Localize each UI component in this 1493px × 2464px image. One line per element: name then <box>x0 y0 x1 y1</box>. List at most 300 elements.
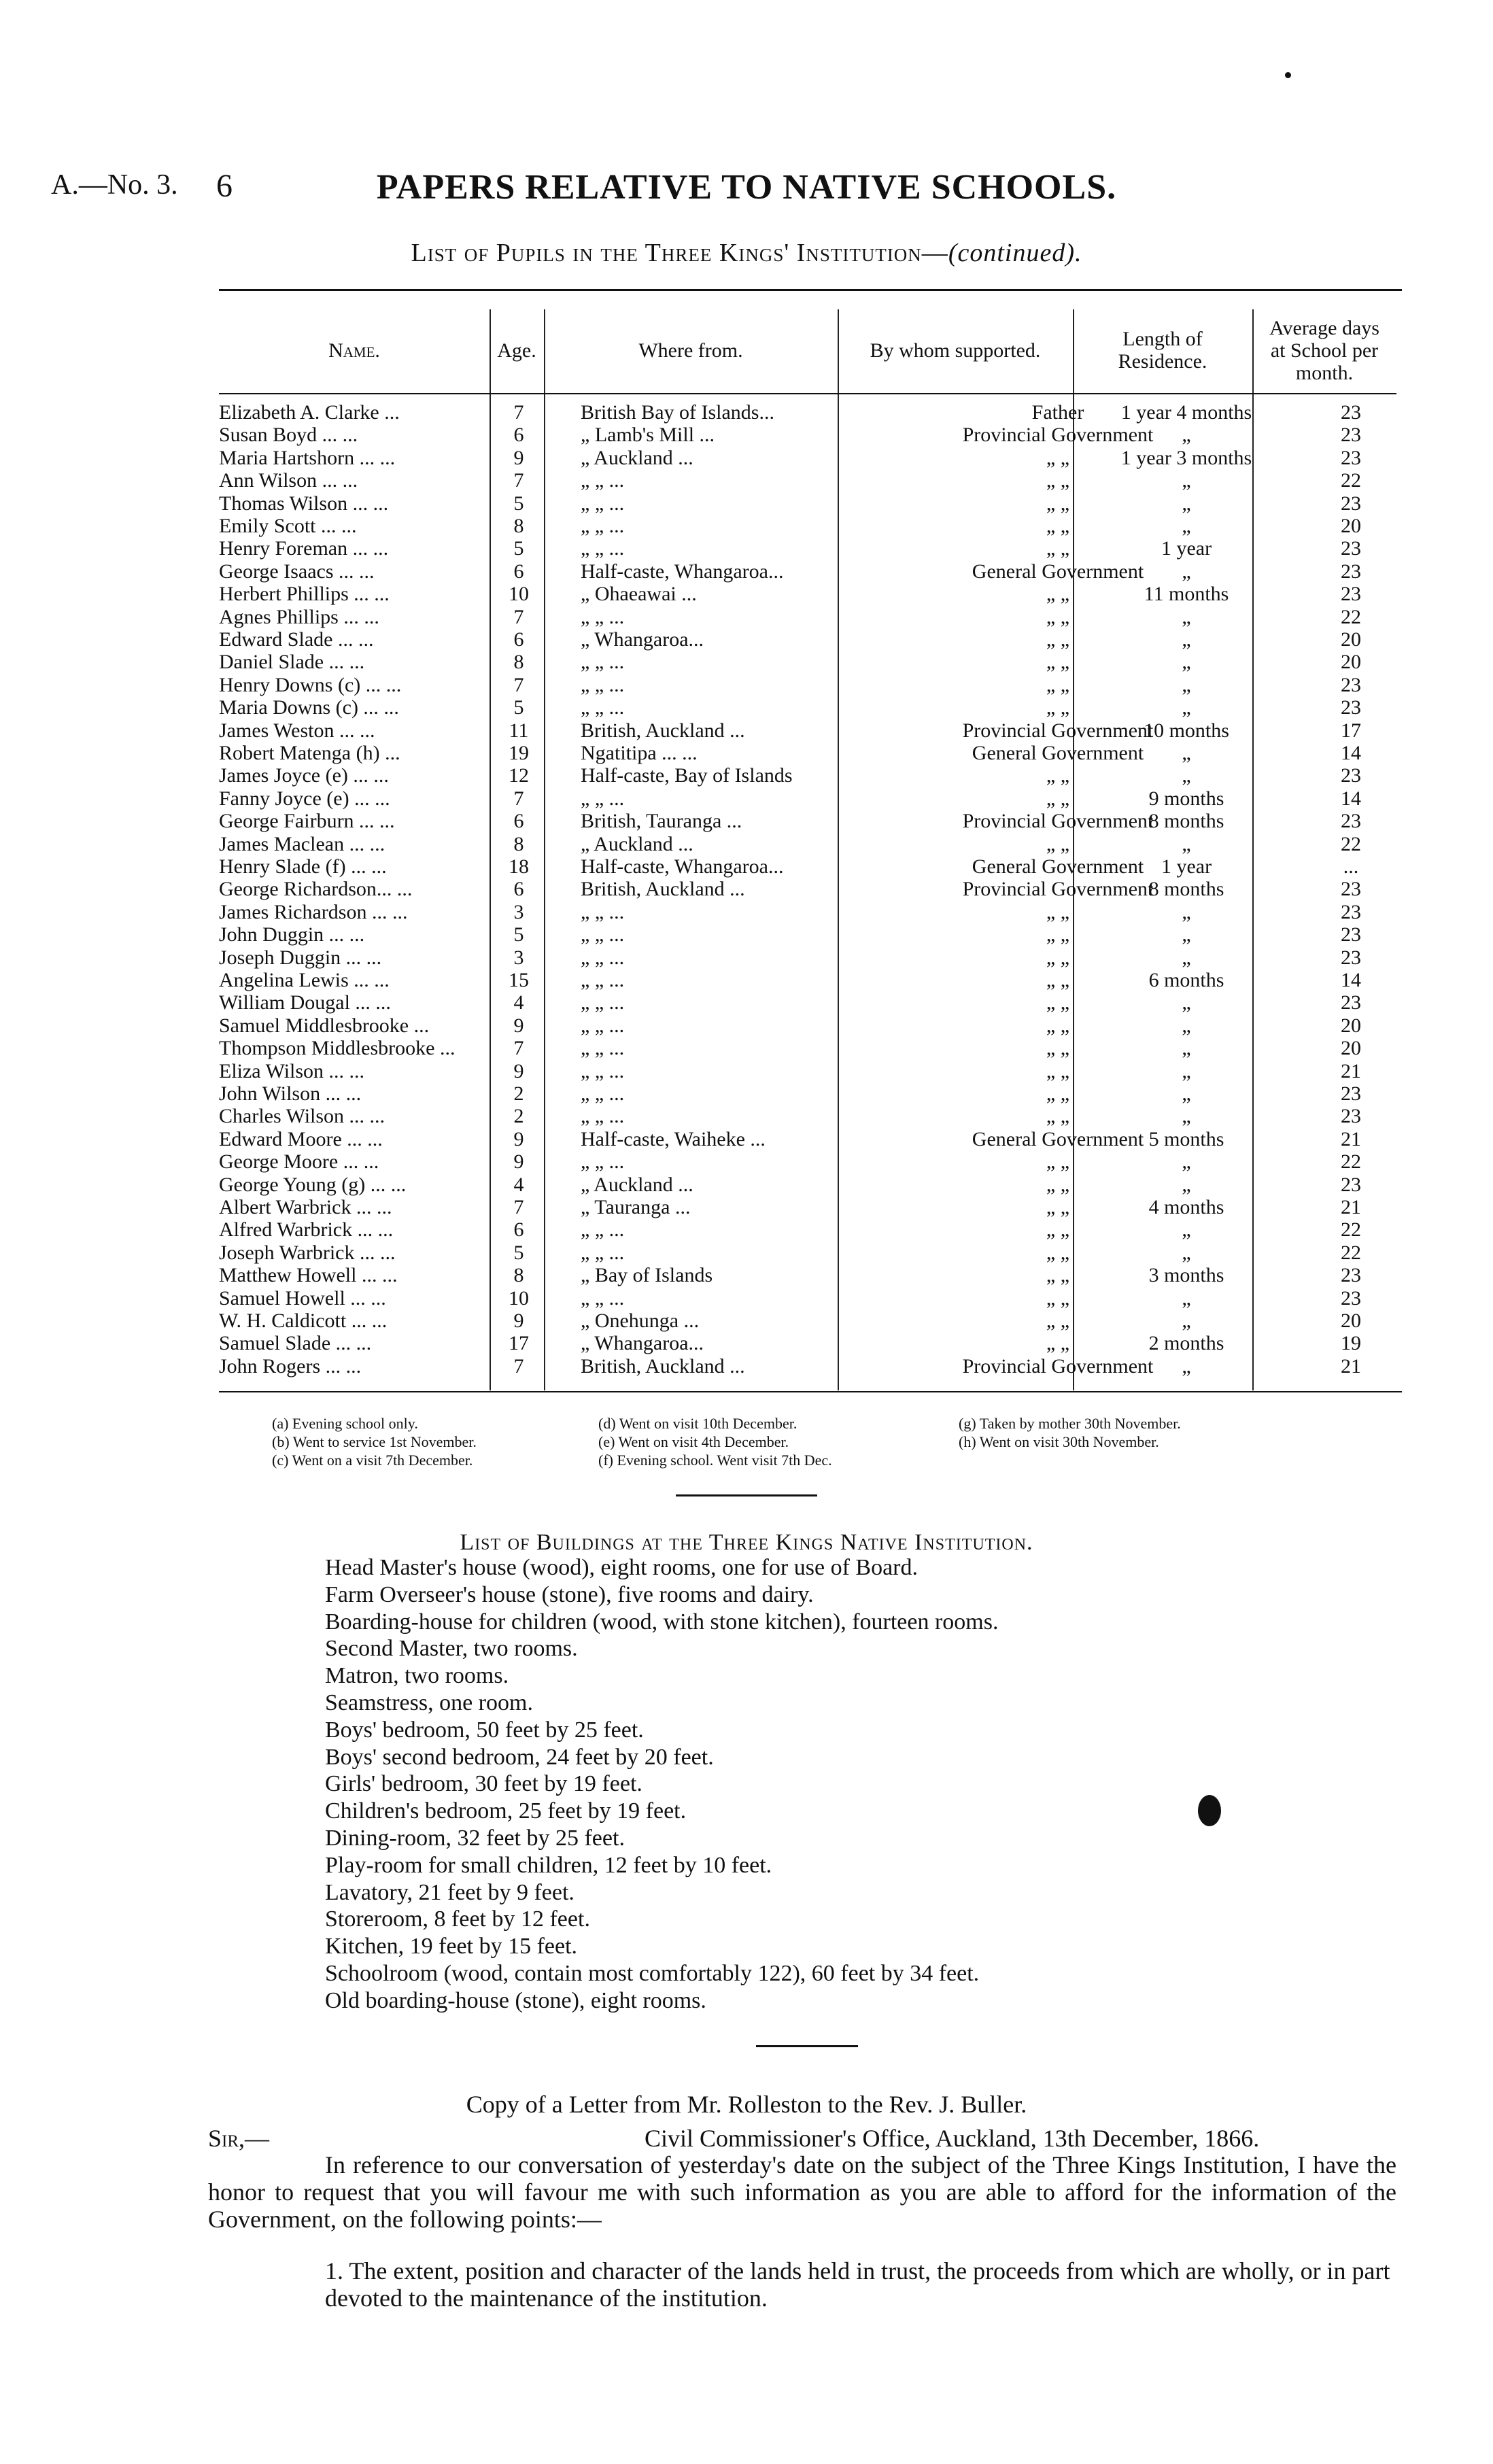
pupil-age: 6 <box>513 1218 524 1242</box>
table-row <box>219 787 1396 810</box>
table-row <box>219 969 1396 991</box>
building-item: Old boarding-house (stone), eight rooms. <box>325 1987 706 2013</box>
header-name: Name. <box>328 339 380 362</box>
pupil-supported-by: General Government <box>972 855 1144 878</box>
footnote: (h) Went on visit 30th November. <box>959 1433 1159 1450</box>
table-row <box>219 901 1396 923</box>
pupil-length-of-residence: „ <box>1182 991 1191 1014</box>
pupil-name: Albert Warbrick ... ... <box>219 1196 392 1218</box>
pupil-supported-by: „ „ <box>1046 605 1070 628</box>
pupil-average-days: 22 <box>1341 1218 1361 1242</box>
letter-point-1: 1. The extent, position and character of the lands held in trust, the proceeds from which are wholly, or in part devoted to the maintenance of the institution. <box>325 2257 1390 2312</box>
pupil-supported-by: „ „ <box>1046 969 1070 991</box>
table-row <box>219 855 1396 878</box>
pupil-name: Samuel Middlesbrooke ... <box>219 1014 430 1037</box>
pupil-age: 7 <box>513 469 524 492</box>
pupil-where-from: „ „ ... <box>581 900 625 923</box>
building-item: Lavatory, 21 feet by 9 feet. <box>325 1879 574 1905</box>
table-row <box>219 537 1396 560</box>
pupil-average-days: 23 <box>1341 583 1361 606</box>
pupil-average-days: 20 <box>1341 651 1361 674</box>
pupil-length-of-residence: 4 months <box>1148 1196 1224 1218</box>
pupil-average-days: 20 <box>1341 1310 1361 1332</box>
pupil-length-of-residence: „ <box>1182 560 1191 583</box>
header-average-days: Average days at School per month. <box>1269 316 1379 384</box>
footnote: (d) Went on visit 10th December. <box>598 1415 797 1432</box>
pupil-age: 6 <box>513 810 524 833</box>
pupil-average-days: 19 <box>1341 1332 1361 1355</box>
pupil-length-of-residence: „ <box>1182 832 1191 855</box>
pupil-length-of-residence: „ <box>1182 1286 1191 1310</box>
table-row <box>219 1150 1396 1173</box>
pupil-age: 3 <box>513 900 524 923</box>
pupil-length-of-residence: „ <box>1182 1354 1191 1378</box>
pupil-name: George Fairburn ... ... <box>219 810 395 833</box>
pupil-where-from: British, Auckland ... <box>581 1354 745 1378</box>
pupil-age: 5 <box>513 492 524 515</box>
pupil-age: 6 <box>513 424 524 447</box>
pupil-name: Alfred Warbrick ... ... <box>219 1218 394 1242</box>
pupil-length-of-residence: 2 months <box>1148 1332 1224 1355</box>
pupil-name: George Isaacs ... ... <box>219 560 375 583</box>
pupil-supported-by: „ „ <box>1046 1196 1070 1218</box>
pupil-age: 9 <box>513 1310 524 1332</box>
pupil-age: 19 <box>509 742 529 764</box>
pupil-length-of-residence: „ <box>1182 469 1191 492</box>
ink-blot <box>1198 1795 1221 1826</box>
pupil-where-from: „ „ ... <box>581 515 625 537</box>
pupil-name: Joseph Warbrick ... ... <box>219 1241 396 1264</box>
pupil-average-days: 17 <box>1341 719 1361 742</box>
pupil-name: James Richardson ... ... <box>219 900 408 923</box>
table-row <box>219 606 1396 628</box>
pupil-length-of-residence: 8 months <box>1148 810 1224 833</box>
letter-salutation <box>208 2124 269 2153</box>
pupil-name: John Rogers ... ... <box>219 1354 362 1378</box>
pupil-where-from: „ Onehunga ... <box>581 1310 700 1332</box>
pupil-where-from: „ „ ... <box>581 1241 625 1264</box>
pupil-average-days: 23 <box>1341 560 1361 583</box>
pupil-average-days: 21 <box>1341 1059 1361 1082</box>
pupil-supported-by: „ „ <box>1046 1014 1070 1037</box>
table-row <box>219 991 1396 1014</box>
pupil-supported-by: „ „ <box>1046 515 1070 537</box>
pupil-length-of-residence: „ <box>1182 492 1191 515</box>
pupil-where-from: „ „ ... <box>581 537 625 560</box>
pupil-name: George Young (g) ... ... <box>219 1173 407 1196</box>
table-row <box>219 1014 1396 1037</box>
building-item: Second Master, two rooms. <box>325 1636 578 1662</box>
pupil-average-days: 23 <box>1341 673 1361 696</box>
pupil-name: Maria Downs (c) ... ... <box>219 696 399 719</box>
pupil-age: 5 <box>513 696 524 719</box>
pupil-age: 4 <box>513 1173 524 1196</box>
building-item: Boys' second bedroom, 24 feet by 20 feet. <box>325 1744 714 1770</box>
pupil-where-from: „ „ ... <box>581 651 625 674</box>
table-row <box>219 742 1396 764</box>
building-item: Farm Overseer's house (stone), five rooms and dairy. <box>325 1581 814 1607</box>
pupil-average-days: 23 <box>1341 424 1361 447</box>
pupil-average-days: 23 <box>1341 1082 1361 1105</box>
pupil-where-from: „ „ ... <box>581 605 625 628</box>
pupil-age: 7 <box>513 673 524 696</box>
building-item: Kitchen, 19 feet by 15 feet. <box>325 1934 578 1960</box>
pupil-average-days: 23 <box>1341 1264 1361 1287</box>
pupil-age: 5 <box>513 1241 524 1264</box>
building-item: Schoolroom (wood, contain most comfortably 122), 60 feet by 34 feet. <box>325 1960 980 1986</box>
pupil-supported-by: „ „ <box>1046 492 1070 515</box>
pupil-average-days: 20 <box>1341 515 1361 537</box>
building-item: Seamstress, one room. <box>325 1690 533 1715</box>
pupil-supported-by: „ „ <box>1046 1059 1070 1082</box>
pupil-length-of-residence: „ <box>1182 1105 1191 1128</box>
pupil-age: 8 <box>513 832 524 855</box>
table-row <box>219 424 1396 446</box>
pupil-name: John Duggin ... ... <box>219 923 365 946</box>
pupil-name: Maria Hartshorn ... ... <box>219 446 396 469</box>
pupil-average-days: 14 <box>1341 787 1361 810</box>
pupil-supported-by: „ „ <box>1046 1218 1070 1242</box>
pupil-name: Edward Slade ... ... <box>219 628 374 651</box>
pupil-age: 9 <box>513 1059 524 1082</box>
section-divider <box>756 2045 858 2047</box>
pupils-caption-continued: (continued). <box>948 239 1082 267</box>
pupil-average-days: 14 <box>1341 742 1361 764</box>
table-row <box>219 923 1396 946</box>
pupil-name: Elizabeth A. Clarke ... <box>219 401 400 424</box>
table-row <box>219 651 1396 673</box>
pupil-length-of-residence: „ <box>1182 946 1191 969</box>
building-item: Children's bedroom, 25 feet by 19 feet. <box>325 1798 687 1824</box>
document-code: A.—No. 3. <box>51 169 178 201</box>
pupil-age: 7 <box>513 401 524 424</box>
pupil-name: Emily Scott ... ... <box>219 515 357 537</box>
pupil-where-from: „ Whangaroa... <box>581 628 704 651</box>
pupil-age: 6 <box>513 878 524 901</box>
table-row <box>219 1196 1396 1218</box>
pupil-name: Samuel Slade ... ... <box>219 1332 372 1355</box>
header-bottom-rule <box>219 393 1396 394</box>
pupil-where-from: „ „ ... <box>581 923 625 946</box>
pupil-supported-by: „ „ <box>1046 1037 1070 1060</box>
pupil-age: 10 <box>509 1286 529 1310</box>
header-supported-by: By whom supported. <box>870 339 1041 362</box>
pupil-where-from: „ Auckland ... <box>581 446 693 469</box>
pupil-average-days: 23 <box>1341 1286 1361 1310</box>
pupil-length-of-residence: „ <box>1182 1218 1191 1242</box>
table-row <box>219 1174 1396 1196</box>
pupil-where-from: British Bay of Islands... <box>581 401 774 424</box>
pupil-where-from: Half-caste, Waiheke ... <box>581 1127 766 1150</box>
pupil-age: 7 <box>513 1037 524 1060</box>
pupil-length-of-residence: „ <box>1182 673 1191 696</box>
building-item: Matron, two rooms. <box>325 1663 509 1689</box>
table-row <box>219 1355 1396 1378</box>
pupil-where-from: „ „ ... <box>581 673 625 696</box>
table-row <box>219 810 1396 832</box>
footnotes-col-3 <box>959 1414 1181 1451</box>
pupil-where-from: „ „ ... <box>581 969 625 991</box>
table-row <box>219 1310 1396 1332</box>
pupil-name: John Wilson ... ... <box>219 1082 362 1105</box>
pupil-length-of-residence: „ <box>1182 1059 1191 1082</box>
pupil-supported-by: „ „ <box>1046 537 1070 560</box>
pupil-average-days: 21 <box>1341 1127 1361 1150</box>
pupil-age: 8 <box>513 1264 524 1287</box>
pupil-length-of-residence: 3 months <box>1148 1264 1224 1287</box>
table-row <box>219 1105 1396 1127</box>
table-row <box>219 1287 1396 1310</box>
pupil-length-of-residence: „ <box>1182 651 1191 674</box>
pupil-average-days: 23 <box>1341 696 1361 719</box>
pupil-length-of-residence: 5 months <box>1148 1127 1224 1150</box>
pupil-name: William Dougal ... ... <box>219 991 391 1014</box>
pupil-name: Henry Foreman ... ... <box>219 537 389 560</box>
pupil-name: Thompson Middlesbrooke ... <box>219 1037 456 1060</box>
pupil-average-days: 20 <box>1341 1037 1361 1060</box>
pupil-length-of-residence: „ <box>1182 605 1191 628</box>
pupil-name: Susan Boyd ... ... <box>219 424 358 447</box>
pupil-name: Joseph Duggin ... ... <box>219 946 382 969</box>
pupil-supported-by: „ „ <box>1046 764 1070 787</box>
pupil-supported-by: „ „ <box>1046 446 1070 469</box>
pupil-where-from: „ „ ... <box>581 1218 625 1242</box>
pupil-average-days: 22 <box>1341 1241 1361 1264</box>
pupil-supported-by: Provincial Government <box>962 424 1154 447</box>
table-row <box>219 492 1396 515</box>
pupil-length-of-residence: „ <box>1182 923 1191 946</box>
ink-spot-top <box>1285 72 1291 78</box>
footnote: (b) Went to service 1st November. <box>272 1433 477 1450</box>
pupil-average-days: 22 <box>1341 832 1361 855</box>
pupil-supported-by: „ „ <box>1046 583 1070 606</box>
pupil-age: 8 <box>513 515 524 537</box>
pupil-age: 6 <box>513 628 524 651</box>
pupil-where-from: „ Ohaeawai ... <box>581 583 697 606</box>
pupil-supported-by: „ „ <box>1046 923 1070 946</box>
table-row <box>219 1264 1396 1286</box>
table-row <box>219 401 1396 424</box>
pupil-length-of-residence: 6 months <box>1148 969 1224 991</box>
table-row <box>219 1128 1396 1150</box>
pupil-age: 7 <box>513 605 524 628</box>
pupil-age: 2 <box>513 1105 524 1128</box>
pupil-length-of-residence: „ <box>1182 515 1191 537</box>
pupil-name: George Richardson... ... <box>219 878 413 901</box>
pupil-average-days: 23 <box>1341 401 1361 424</box>
pupil-where-from: „ „ ... <box>581 1014 625 1037</box>
building-item: Girls' bedroom, 30 feet by 19 feet. <box>325 1771 642 1797</box>
pupil-where-from: „ „ ... <box>581 1150 625 1174</box>
table-row <box>219 696 1396 719</box>
pupil-where-from: „ „ ... <box>581 946 625 969</box>
pupil-name: James Maclean ... ... <box>219 832 385 855</box>
pupil-age: 9 <box>513 1150 524 1174</box>
footnote: (a) Evening school only. <box>272 1415 418 1432</box>
pupil-age: 7 <box>513 787 524 810</box>
pupil-average-days: 23 <box>1341 446 1361 469</box>
table-row <box>219 1037 1396 1059</box>
pupil-age: 9 <box>513 446 524 469</box>
pupil-average-days: 23 <box>1341 810 1361 833</box>
pupil-supported-by: „ „ <box>1046 628 1070 651</box>
pupil-name: James Weston ... ... <box>219 719 375 742</box>
pupil-name: W. H. Caldicott ... ... <box>219 1310 388 1332</box>
table-row <box>219 674 1396 696</box>
pupil-age: 6 <box>513 560 524 583</box>
pupil-where-from: British, Auckland ... <box>581 878 745 901</box>
pupil-where-from: „ „ ... <box>581 991 625 1014</box>
table-row <box>219 1082 1396 1105</box>
pupil-length-of-residence: 11 months <box>1144 583 1229 606</box>
pupil-age: 4 <box>513 991 524 1014</box>
pupil-age: 18 <box>509 855 529 878</box>
pupil-age: 5 <box>513 537 524 560</box>
pupil-name: Eliza Wilson ... ... <box>219 1059 365 1082</box>
pupil-age: 5 <box>513 923 524 946</box>
pupil-length-of-residence: „ <box>1182 1014 1191 1037</box>
pupil-average-days: 23 <box>1341 764 1361 787</box>
pupil-where-from: „ „ ... <box>581 1105 625 1128</box>
pupils-caption-main: List of Pupils in the Three Kings' Institution— <box>411 239 948 267</box>
pupil-length-of-residence: „ <box>1182 764 1191 787</box>
table-row <box>219 583 1396 605</box>
letter-body: In reference to our conversation of yesterday's date on the subject of the Three Kings Institution, I have the honor to request that you will favour me with such information as you are able to afford for the information of the Government, on the following points:— <box>208 2151 1396 2233</box>
table-row <box>219 515 1396 537</box>
pupil-where-from: Half-caste, Whangaroa... <box>581 560 784 583</box>
table-row <box>219 628 1396 651</box>
pupil-length-of-residence: 1 year 4 months <box>1120 401 1252 424</box>
pupil-name: Matthew Howell ... ... <box>219 1264 398 1287</box>
pupil-supported-by: „ „ <box>1046 1105 1070 1128</box>
pupil-where-from: „ Auckland ... <box>581 832 693 855</box>
pupil-average-days: 21 <box>1341 1354 1361 1378</box>
pupil-supported-by: „ „ <box>1046 1310 1070 1332</box>
table-row <box>219 719 1396 742</box>
table-row <box>219 764 1396 787</box>
pupil-where-from: „ „ ... <box>581 787 625 810</box>
header-age: Age. <box>497 339 536 362</box>
pupil-age: 12 <box>509 764 529 787</box>
pupil-supported-by: „ „ <box>1046 946 1070 969</box>
pupil-supported-by: „ „ <box>1046 673 1070 696</box>
pupil-where-from: British, Auckland ... <box>581 719 745 742</box>
pupil-supported-by: Provincial Government <box>962 810 1154 833</box>
pupil-name: Henry Slade (f) ... ... <box>219 855 387 878</box>
pupil-average-days: 23 <box>1341 923 1361 946</box>
pupil-average-days: 14 <box>1341 969 1361 991</box>
footnote: (e) Went on visit 4th December. <box>598 1433 789 1450</box>
pupil-supported-by: Provincial Government <box>962 1354 1154 1378</box>
pupil-average-days: 23 <box>1341 991 1361 1014</box>
pupil-average-days: 20 <box>1341 628 1361 651</box>
pupil-name: Fanny Joyce (e) ... ... <box>219 787 390 810</box>
pupil-supported-by: „ „ <box>1046 1173 1070 1196</box>
pupil-supported-by: „ „ <box>1046 1241 1070 1264</box>
pupil-supported-by: „ „ <box>1046 832 1070 855</box>
pupil-name: Samuel Howell ... ... <box>219 1286 386 1310</box>
table-row <box>219 469 1396 492</box>
pupil-where-from: „ Auckland ... <box>581 1173 693 1196</box>
pupil-length-of-residence: „ <box>1182 1082 1191 1105</box>
pupil-where-from: „ „ ... <box>581 1286 625 1310</box>
footnotes-col-1 <box>272 1414 477 1469</box>
pupil-name: James Joyce (e) ... ... <box>219 764 389 787</box>
building-item: Play-room for small children, 12 feet by 10 feet. <box>325 1852 772 1878</box>
pupil-name: Ann Wilson ... ... <box>219 469 358 492</box>
pupil-name: Daniel Slade ... ... <box>219 651 365 674</box>
building-item: Dining-room, 32 feet by 25 feet. <box>325 1825 625 1851</box>
pupil-name: Henry Downs (c) ... ... <box>219 673 402 696</box>
pupil-supported-by: „ „ <box>1046 1082 1070 1105</box>
pupils-table-caption <box>0 238 1493 268</box>
header-length-of-residence: Length of Residence. <box>1118 328 1207 373</box>
table-row <box>219 1332 1396 1354</box>
section-divider <box>676 1494 817 1496</box>
pupil-average-days: 23 <box>1341 946 1361 969</box>
pupil-average-days: 21 <box>1341 1196 1361 1218</box>
pupil-length-of-residence: „ <box>1182 1037 1191 1060</box>
pupil-length-of-residence: „ <box>1182 628 1191 651</box>
pupil-age: 9 <box>513 1127 524 1150</box>
pupil-average-days: 22 <box>1341 605 1361 628</box>
pupil-age: 9 <box>513 1014 524 1037</box>
pupil-supported-by: „ „ <box>1046 696 1070 719</box>
letter-paragraph <box>208 2151 1396 2233</box>
pupil-where-from: „ „ ... <box>581 1059 625 1082</box>
pupil-name: Herbert Phillips ... ... <box>219 583 390 606</box>
pupil-where-from: British, Tauranga ... <box>581 810 742 833</box>
pupil-where-from: „ „ ... <box>581 1082 625 1105</box>
pupil-age: 15 <box>509 969 529 991</box>
page-number: 6 <box>216 168 233 204</box>
pupil-age: 11 <box>509 719 529 742</box>
pupil-supported-by: Father <box>1031 401 1084 424</box>
pupil-supported-by: General Government <box>972 560 1144 583</box>
pupil-length-of-residence: „ <box>1182 1241 1191 1264</box>
table-row <box>219 833 1396 855</box>
footnote: (g) Taken by mother 30th November. <box>959 1415 1181 1432</box>
pupil-length-of-residence: 1 year <box>1161 537 1212 560</box>
footnotes-col-2 <box>598 1414 832 1469</box>
salutation-text: Sir,— <box>208 2125 270 2152</box>
pupil-name: Charles Wilson ... ... <box>219 1105 385 1128</box>
table-row <box>219 1242 1396 1264</box>
page-title: PAPERS RELATIVE TO NATIVE SCHOOLS. <box>376 168 1117 207</box>
pupil-length-of-residence: „ <box>1182 900 1191 923</box>
pupil-supported-by: „ „ <box>1046 651 1070 674</box>
pupil-where-from: „ „ ... <box>581 1037 625 1060</box>
pupil-where-from: „ „ ... <box>581 492 625 515</box>
pupil-length-of-residence: „ <box>1182 1310 1191 1332</box>
pupil-where-from: Half-caste, Bay of Islands <box>581 764 793 787</box>
pupil-supported-by: „ „ <box>1046 991 1070 1014</box>
buildings-list <box>325 1554 998 2015</box>
pupil-supported-by: „ „ <box>1046 900 1070 923</box>
pupil-length-of-residence: „ <box>1182 742 1191 764</box>
pupil-average-days: 23 <box>1341 900 1361 923</box>
pupil-age: 2 <box>513 1082 524 1105</box>
pupil-length-of-residence: 1 year 3 months <box>1120 446 1252 469</box>
pupil-age: 10 <box>509 583 529 606</box>
building-item: Boarding-house for children (wood, with stone kitchen), fourteen rooms. <box>325 1609 999 1635</box>
building-item: Storeroom, 8 feet by 12 feet. <box>325 1906 590 1932</box>
pupil-name: George Moore ... ... <box>219 1150 379 1174</box>
pupil-name: Angelina Lewis ... ... <box>219 969 390 991</box>
pupil-where-from: „ Lamb's Mill ... <box>581 424 715 447</box>
pupil-average-days: ... <box>1343 855 1359 878</box>
pupil-name: Edward Moore ... ... <box>219 1127 383 1150</box>
